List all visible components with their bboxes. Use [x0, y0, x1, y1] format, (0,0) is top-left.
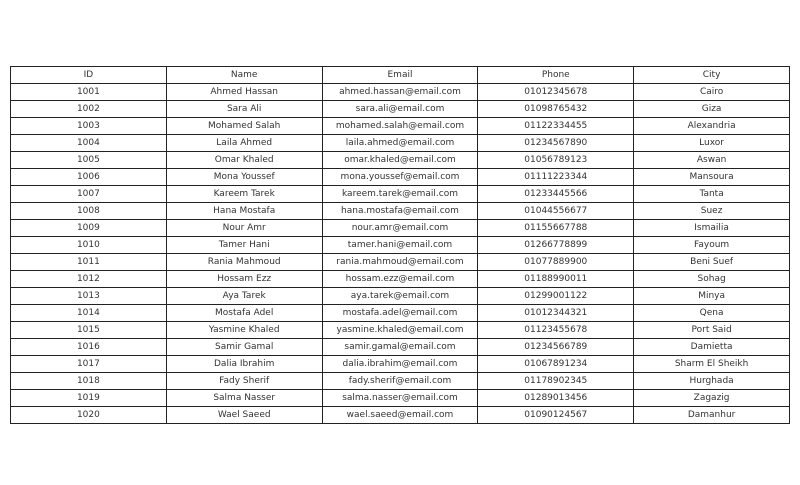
cell-city: Tanta	[634, 186, 790, 203]
cell-phone: 01077889900	[478, 254, 634, 271]
table-row	[11, 373, 790, 390]
cell-phone: 01178902345	[478, 373, 634, 390]
cell-email: dalia.ibrahim@email.com	[322, 356, 478, 373]
cell-email: hana.mostafa@email.com	[322, 203, 478, 220]
cell-phone: 01067891234	[478, 356, 634, 373]
cell-name: Aya Tarek	[166, 288, 322, 305]
cell-name: Rania Mahmoud	[166, 254, 322, 271]
cell-name: Mostafa Adel	[166, 305, 322, 322]
table-body	[11, 84, 790, 424]
cell-name: Ahmed Hassan	[166, 84, 322, 101]
cell-city: Damanhur	[634, 407, 790, 424]
table-row	[11, 390, 790, 407]
cell-city: Damietta	[634, 339, 790, 356]
customer-table	[10, 66, 790, 424]
cell-name: Mona Youssef	[166, 169, 322, 186]
column-header-city: City	[634, 67, 790, 84]
table-row	[11, 407, 790, 424]
cell-phone: 01098765432	[478, 101, 634, 118]
cell-email: kareem.tarek@email.com	[322, 186, 478, 203]
cell-phone: 01234567890	[478, 135, 634, 152]
cell-name: Omar Khaled	[166, 152, 322, 169]
cell-id: 1015	[11, 322, 167, 339]
cell-phone: 01155667788	[478, 220, 634, 237]
table-row	[11, 84, 790, 101]
cell-name: Fady Sherif	[166, 373, 322, 390]
column-header-name: Name	[166, 67, 322, 84]
cell-phone: 01266778899	[478, 237, 634, 254]
cell-city: Qena	[634, 305, 790, 322]
cell-city: Port Said	[634, 322, 790, 339]
cell-email: laila.ahmed@email.com	[322, 135, 478, 152]
cell-phone: 01289013456	[478, 390, 634, 407]
cell-phone: 01234566789	[478, 339, 634, 356]
cell-phone: 01012344321	[478, 305, 634, 322]
cell-name: Salma Nasser	[166, 390, 322, 407]
table-row	[11, 135, 790, 152]
cell-email: mostafa.adel@email.com	[322, 305, 478, 322]
cell-id: 1019	[11, 390, 167, 407]
cell-email: samir.gamal@email.com	[322, 339, 478, 356]
cell-name: Mohamed Salah	[166, 118, 322, 135]
cell-email: fady.sherif@email.com	[322, 373, 478, 390]
cell-id: 1009	[11, 220, 167, 237]
cell-name: Samir Gamal	[166, 339, 322, 356]
cell-email: omar.khaled@email.com	[322, 152, 478, 169]
table-row	[11, 237, 790, 254]
table-row	[11, 339, 790, 356]
cell-phone: 01233445566	[478, 186, 634, 203]
cell-phone: 01111223344	[478, 169, 634, 186]
cell-email: ahmed.hassan@email.com	[322, 84, 478, 101]
cell-phone: 01299001122	[478, 288, 634, 305]
cell-email: mona.youssef@email.com	[322, 169, 478, 186]
cell-id: 1010	[11, 237, 167, 254]
column-header-id: ID	[11, 67, 167, 84]
cell-phone: 01012345678	[478, 84, 634, 101]
cell-city: Cairo	[634, 84, 790, 101]
cell-phone: 01188990011	[478, 271, 634, 288]
cell-name: Wael Saeed	[166, 407, 322, 424]
cell-id: 1007	[11, 186, 167, 203]
cell-id: 1004	[11, 135, 167, 152]
cell-name: Sara Ali	[166, 101, 322, 118]
cell-email: hossam.ezz@email.com	[322, 271, 478, 288]
cell-name: Laila Ahmed	[166, 135, 322, 152]
table-row	[11, 305, 790, 322]
cell-name: Hossam Ezz	[166, 271, 322, 288]
table-row	[11, 220, 790, 237]
table-row	[11, 322, 790, 339]
cell-phone: 01090124567	[478, 407, 634, 424]
cell-email: tamer.hani@email.com	[322, 237, 478, 254]
cell-phone: 01044556677	[478, 203, 634, 220]
cell-city: Aswan	[634, 152, 790, 169]
table-row	[11, 169, 790, 186]
table-row	[11, 288, 790, 305]
table-row	[11, 356, 790, 373]
cell-email: rania.mahmoud@email.com	[322, 254, 478, 271]
cell-city: Sharm El Sheikh	[634, 356, 790, 373]
cell-city: Beni Suef	[634, 254, 790, 271]
cell-id: 1013	[11, 288, 167, 305]
cell-email: nour.amr@email.com	[322, 220, 478, 237]
cell-name: Kareem Tarek	[166, 186, 322, 203]
cell-phone: 01123455678	[478, 322, 634, 339]
table-row	[11, 186, 790, 203]
cell-email: sara.ali@email.com	[322, 101, 478, 118]
cell-id: 1008	[11, 203, 167, 220]
cell-id: 1014	[11, 305, 167, 322]
cell-id: 1018	[11, 373, 167, 390]
cell-city: Luxor	[634, 135, 790, 152]
cell-id: 1001	[11, 84, 167, 101]
table-row	[11, 254, 790, 271]
cell-id: 1005	[11, 152, 167, 169]
table-row	[11, 271, 790, 288]
cell-email: salma.nasser@email.com	[322, 390, 478, 407]
cell-phone: 01056789123	[478, 152, 634, 169]
cell-id: 1003	[11, 118, 167, 135]
cell-city: Ismailia	[634, 220, 790, 237]
cell-id: 1006	[11, 169, 167, 186]
cell-city: Mansoura	[634, 169, 790, 186]
cell-name: Dalia Ibrahim	[166, 356, 322, 373]
cell-name: Tamer Hani	[166, 237, 322, 254]
cell-city: Giza	[634, 101, 790, 118]
cell-name: Nour Amr	[166, 220, 322, 237]
cell-id: 1012	[11, 271, 167, 288]
cell-phone: 01122334455	[478, 118, 634, 135]
cell-name: Yasmine Khaled	[166, 322, 322, 339]
cell-city: Zagazig	[634, 390, 790, 407]
cell-email: mohamed.salah@email.com	[322, 118, 478, 135]
cell-email: wael.saeed@email.com	[322, 407, 478, 424]
cell-id: 1020	[11, 407, 167, 424]
cell-city: Suez	[634, 203, 790, 220]
cell-id: 1017	[11, 356, 167, 373]
cell-id: 1016	[11, 339, 167, 356]
cell-city: Fayoum	[634, 237, 790, 254]
table-row	[11, 152, 790, 169]
cell-email: aya.tarek@email.com	[322, 288, 478, 305]
cell-email: yasmine.khaled@email.com	[322, 322, 478, 339]
table-row	[11, 101, 790, 118]
column-header-email: Email	[322, 67, 478, 84]
customer-table-container	[10, 66, 790, 424]
cell-id: 1002	[11, 101, 167, 118]
table-row	[11, 118, 790, 135]
cell-city: Hurghada	[634, 373, 790, 390]
column-header-phone: Phone	[478, 67, 634, 84]
header-row	[11, 67, 790, 84]
cell-name: Hana Mostafa	[166, 203, 322, 220]
cell-city: Minya	[634, 288, 790, 305]
cell-id: 1011	[11, 254, 167, 271]
cell-city: Alexandria	[634, 118, 790, 135]
table-row	[11, 203, 790, 220]
cell-city: Sohag	[634, 271, 790, 288]
